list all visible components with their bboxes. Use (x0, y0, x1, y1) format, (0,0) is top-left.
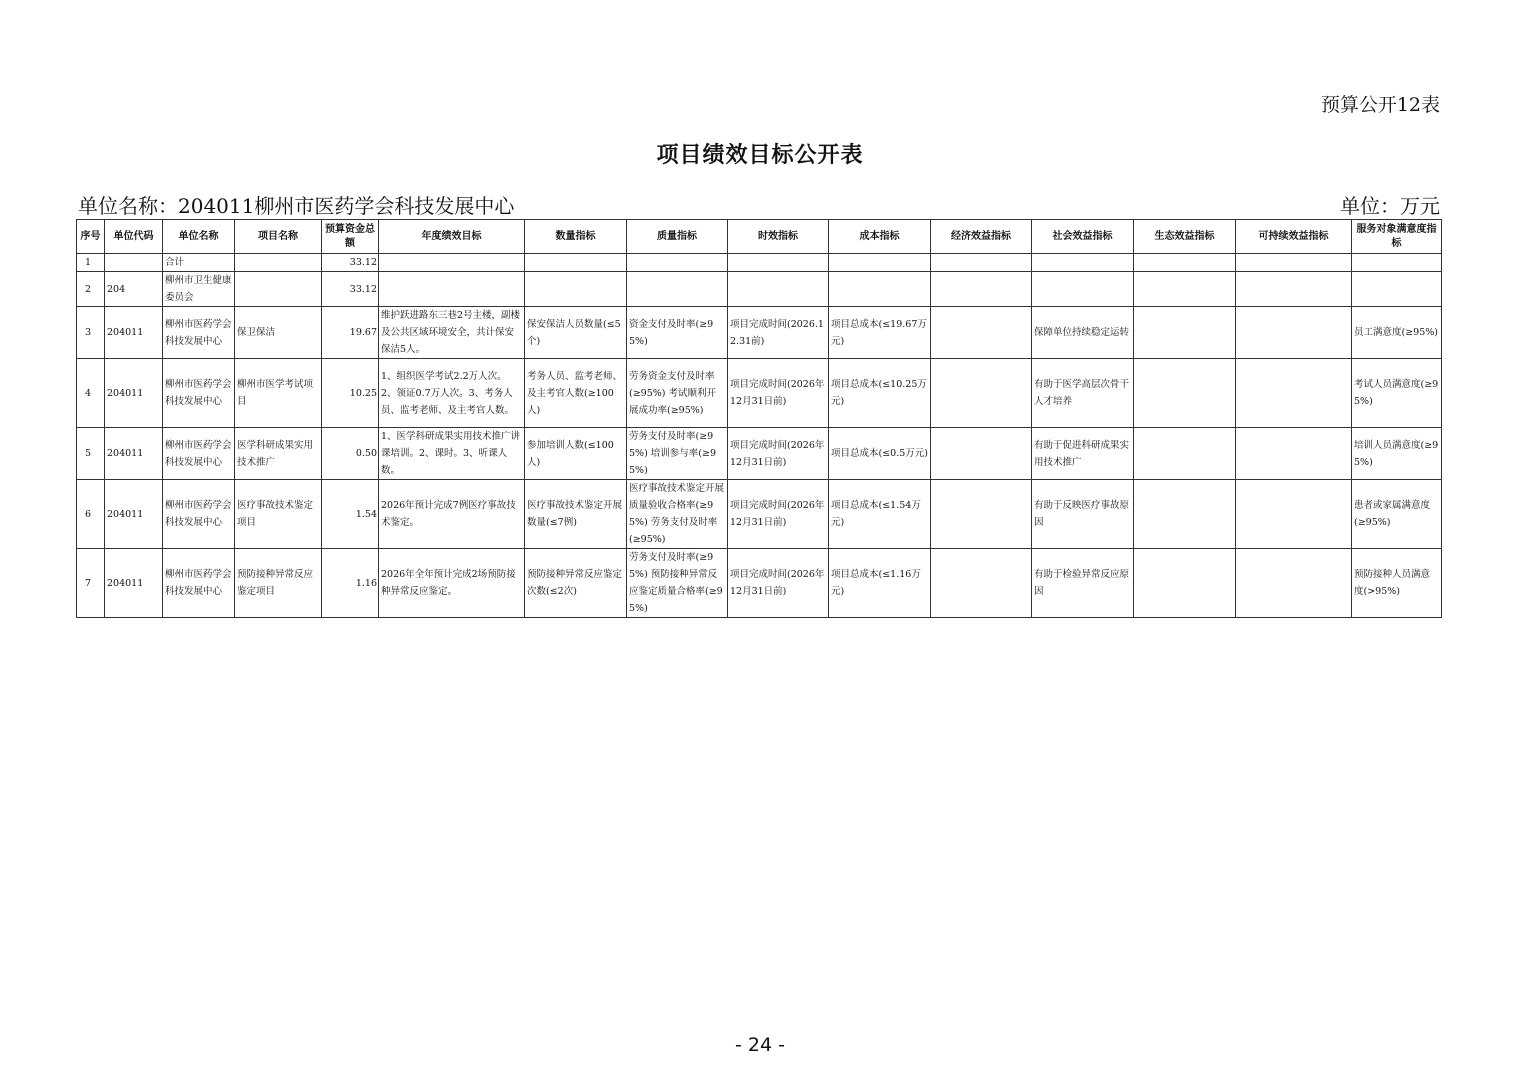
performance-target-table (76, 219, 1442, 618)
cell-seq: 2 (77, 272, 105, 307)
cell-quantity-indicator (525, 254, 627, 272)
cell-economic-indicator (931, 428, 1032, 480)
cell-budget-total: 19.67 (322, 307, 379, 359)
cell-quality-indicator (627, 272, 728, 307)
cell-budget-total: 10.25 (322, 359, 379, 428)
cell-satisfaction-indicator (1352, 272, 1442, 307)
currency-unit-label: 单位：万元 (1340, 194, 1440, 218)
cell-seq: 5 (77, 428, 105, 480)
cell-unit-name: 柳州市医药学会科技发展中心 (163, 359, 235, 428)
column-header-unit-name: 单位名称 (163, 220, 235, 254)
cell-project-name (235, 272, 322, 307)
cell-cost-indicator: 项目总成本(≤10.25万元) (829, 359, 931, 428)
cell-quantity-indicator: 参加培训人数(≤100人) (525, 428, 627, 480)
cell-sustainable-indicator (1236, 359, 1352, 428)
cell-unit-code (105, 254, 163, 272)
cell-budget-total: 0.50 (322, 428, 379, 480)
cell-economic-indicator (931, 359, 1032, 428)
cell-timeliness-indicator: 项目完成时间(2026年12月31日前) (728, 480, 829, 549)
table-row (77, 549, 1442, 618)
cell-social-indicator (1032, 272, 1134, 307)
cell-quality-indicator: 劳务资金支付及时率(≥95%) 考试顺利开展成功率(≥95%) (627, 359, 728, 428)
table-row (77, 359, 1442, 428)
cell-satisfaction-indicator: 培训人员满意度(≥95%) (1352, 428, 1442, 480)
cell-project-name: 医疗事故技术鉴定项目 (235, 480, 322, 549)
cell-social-indicator: 有助于检验异常反应原因 (1032, 549, 1134, 618)
cell-sustainable-indicator (1236, 428, 1352, 480)
cell-budget-total: 33.12 (322, 272, 379, 307)
unit-name: 单位名称：204011柳州市医药学会科技发展中心 (78, 194, 515, 218)
column-header-satisfaction-indicator: 服务对象满意度指标 (1352, 220, 1442, 254)
column-header-budget-total: 预算资金总额 (322, 220, 379, 254)
column-header-sustainable-indicator: 可持续效益指标 (1236, 220, 1352, 254)
cell-annual-goal (379, 254, 525, 272)
cell-quantity-indicator (525, 272, 627, 307)
cell-sustainable-indicator (1236, 480, 1352, 549)
column-header-quantity-indicator: 数量指标 (525, 220, 627, 254)
cell-project-name: 保卫保洁 (235, 307, 322, 359)
cell-unit-code: 204011 (105, 428, 163, 480)
cell-cost-indicator: 项目总成本(≤1.54万元) (829, 480, 931, 549)
cell-unit-code: 204011 (105, 307, 163, 359)
cell-economic-indicator (931, 549, 1032, 618)
cell-seq: 6 (77, 480, 105, 549)
cell-annual-goal (379, 272, 525, 307)
cell-ecological-indicator (1134, 428, 1236, 480)
cell-quality-indicator: 劳务支付及时率(≥95%) 预防接种异常反应鉴定质量合格率(≥95%) (627, 549, 728, 618)
column-header-annual-goal: 年度绩效目标 (379, 220, 525, 254)
cell-quantity-indicator: 预防接种异常反应鉴定次数(≤2次) (525, 549, 627, 618)
cell-satisfaction-indicator: 员工满意度(≥95%) (1352, 307, 1442, 359)
cell-seq: 3 (77, 307, 105, 359)
cell-ecological-indicator (1134, 272, 1236, 307)
cell-ecological-indicator (1134, 480, 1236, 549)
cell-social-indicator: 有助于促进科研成果实用技术推广 (1032, 428, 1134, 480)
cell-cost-indicator (829, 272, 931, 307)
cell-unit-name: 柳州市医药学会科技发展中心 (163, 480, 235, 549)
column-header-cost-indicator: 成本指标 (829, 220, 931, 254)
cell-unit-name: 柳州市医药学会科技发展中心 (163, 428, 235, 480)
cell-cost-indicator (829, 254, 931, 272)
table-row (77, 254, 1442, 272)
cell-timeliness-indicator: 项目完成时间(2026年12月31日前) (728, 549, 829, 618)
cell-project-name: 预防接种异常反应鉴定项目 (235, 549, 322, 618)
cell-satisfaction-indicator: 考试人员满意度(≥95%) (1352, 359, 1442, 428)
cell-sustainable-indicator (1236, 272, 1352, 307)
cell-cost-indicator: 项目总成本(≤1.16万元) (829, 549, 931, 618)
column-header-ecological-indicator: 生态效益指标 (1134, 220, 1236, 254)
column-header-project-name: 项目名称 (235, 220, 322, 254)
cell-satisfaction-indicator (1352, 254, 1442, 272)
cell-timeliness-indicator: 项目完成时间(2026年12月31日前) (728, 359, 829, 428)
cell-seq: 4 (77, 359, 105, 428)
cell-unit-code: 204011 (105, 359, 163, 428)
column-header-unit-code: 单位代码 (105, 220, 163, 254)
cell-seq: 1 (77, 254, 105, 272)
page-title: 项目绩效目标公开表 (656, 143, 864, 168)
cell-seq: 7 (77, 549, 105, 618)
cell-quantity-indicator: 考务人员、监考老师、及主考官人数(≥100人) (525, 359, 627, 428)
column-header-economic-indicator: 经济效益指标 (931, 220, 1032, 254)
column-header-quality-indicator: 质量指标 (627, 220, 728, 254)
cell-budget-total: 33.12 (322, 254, 379, 272)
cell-timeliness-indicator (728, 272, 829, 307)
cell-economic-indicator (931, 480, 1032, 549)
cell-unit-code: 204 (105, 272, 163, 307)
cell-annual-goal: 2026年预计完成7例医疗事故技术鉴定。 (379, 480, 525, 549)
cell-economic-indicator (931, 254, 1032, 272)
cell-ecological-indicator (1134, 307, 1236, 359)
cell-quantity-indicator: 医疗事故技术鉴定开展数量(≤7例) (525, 480, 627, 549)
cell-project-name (235, 254, 322, 272)
page-number: - 24 - (735, 1034, 785, 1056)
cell-social-indicator: 有助于医学高层次骨干人才培养 (1032, 359, 1134, 428)
cell-unit-name: 柳州市医药学会科技发展中心 (163, 549, 235, 618)
cell-timeliness-indicator: 项目完成时间(2026.12.31前) (728, 307, 829, 359)
cell-quality-indicator (627, 254, 728, 272)
cell-quality-indicator: 资金支付及时率(≥95%) (627, 307, 728, 359)
cell-project-name: 柳州市医学考试项目 (235, 359, 322, 428)
cell-cost-indicator: 项目总成本(≤0.5万元) (829, 428, 931, 480)
table-reference-label: 预算公开12表 (1320, 94, 1440, 116)
cell-quality-indicator: 医疗事故技术鉴定开展质量验收合格率(≥95%) 劳务支付及时率(≥95%) (627, 480, 728, 549)
cell-unit-code: 204011 (105, 480, 163, 549)
cell-quantity-indicator: 保安保洁人员数量(≤5个) (525, 307, 627, 359)
column-header-social-indicator: 社会效益指标 (1032, 220, 1134, 254)
cell-budget-total: 1.16 (322, 549, 379, 618)
cell-social-indicator (1032, 254, 1134, 272)
cell-economic-indicator (931, 272, 1032, 307)
cell-annual-goal: 1、医学科研成果实用技术推广讲课培训。2、课时。3、听课人数。 (379, 428, 525, 480)
table-header-row (77, 220, 1442, 254)
cell-sustainable-indicator (1236, 307, 1352, 359)
cell-annual-goal: 2026年全年预计完成2场预防接种异常反应鉴定。 (379, 549, 525, 618)
table-row (77, 428, 1442, 480)
cell-sustainable-indicator (1236, 549, 1352, 618)
cell-unit-code: 204011 (105, 549, 163, 618)
cell-social-indicator: 保障单位持续稳定运转 (1032, 307, 1134, 359)
cell-timeliness-indicator (728, 254, 829, 272)
cell-budget-total: 1.54 (322, 480, 379, 549)
cell-unit-name: 柳州市卫生健康委员会 (163, 272, 235, 307)
cell-quality-indicator: 劳务支付及时率(≥95%) 培训参与率(≥95%) (627, 428, 728, 480)
table-row (77, 272, 1442, 307)
table-row (77, 307, 1442, 359)
column-header-timeliness-indicator: 时效指标 (728, 220, 829, 254)
table-row (77, 480, 1442, 549)
cell-unit-name: 柳州市医药学会科技发展中心 (163, 307, 235, 359)
cell-ecological-indicator (1134, 549, 1236, 618)
cell-social-indicator: 有助于反映医疗事故原因 (1032, 480, 1134, 549)
cell-annual-goal: 1、组织医学考试2.2万人次。2、领证0.7万人次。3、考务人员、监考老师、及主考官人数。 (379, 359, 525, 428)
cell-timeliness-indicator: 项目完成时间(2026年12月31日前) (728, 428, 829, 480)
cell-satisfaction-indicator: 患者或家属满意度(≥95%) (1352, 480, 1442, 549)
cell-ecological-indicator (1134, 254, 1236, 272)
cell-ecological-indicator (1134, 359, 1236, 428)
cell-sustainable-indicator (1236, 254, 1352, 272)
cell-project-name: 医学科研成果实用技术推广 (235, 428, 322, 480)
column-header-seq: 序号 (77, 220, 105, 254)
cell-satisfaction-indicator: 预防接种人员满意度(>95%) (1352, 549, 1442, 618)
cell-cost-indicator: 项目总成本(≤19.67万元) (829, 307, 931, 359)
cell-economic-indicator (931, 307, 1032, 359)
cell-unit-name: 合计 (163, 254, 235, 272)
cell-annual-goal: 维护跃进路东三巷2号主楼，副楼及公共区域环境安全，共计保安保洁5人。 (379, 307, 525, 359)
